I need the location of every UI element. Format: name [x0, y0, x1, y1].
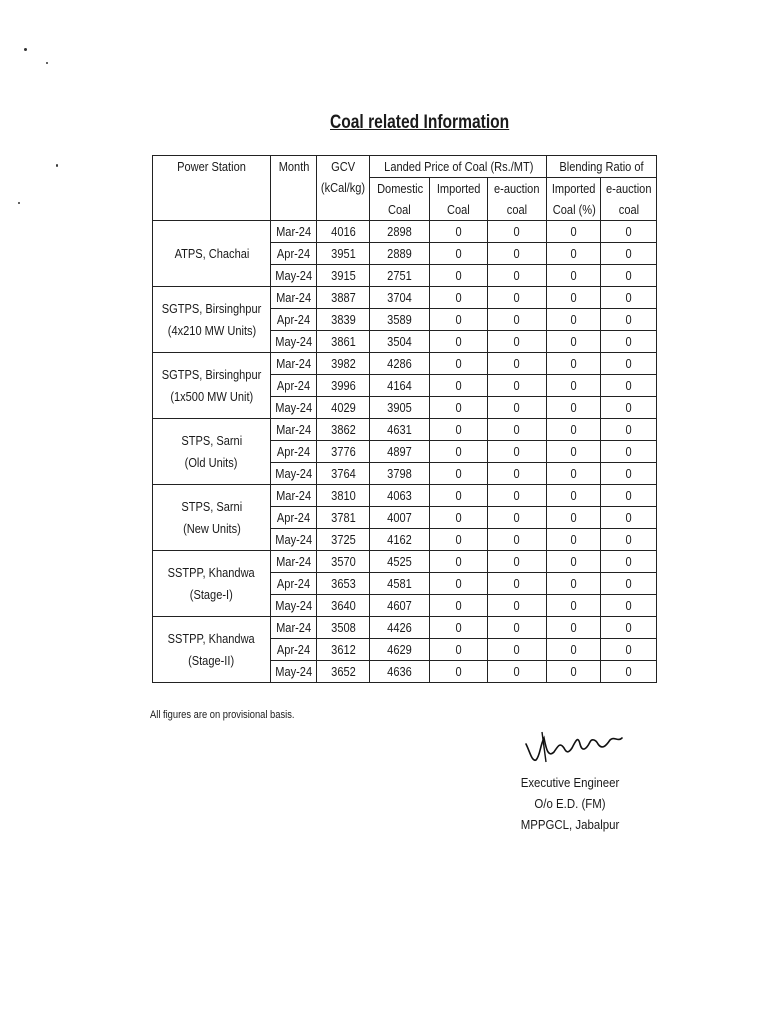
- table-row: [153, 287, 657, 309]
- month-cell: Mar-24: [271, 419, 317, 441]
- imported-cell: 0: [430, 419, 488, 441]
- eauction-cell: 0: [487, 397, 547, 419]
- blend-imported-cell: 0: [547, 419, 601, 441]
- header-eauction-coal: coal: [487, 199, 547, 221]
- station-name-line: STPS, Sarni: [181, 432, 242, 448]
- eauction-cell: 0: [487, 419, 547, 441]
- imported-cell: 0: [430, 265, 488, 287]
- blend-imported-cell: 0: [547, 397, 601, 419]
- eauction-cell: 0: [487, 617, 547, 639]
- month-cell: May-24: [271, 661, 317, 683]
- signoff-designation: Executive Engineer: [520, 775, 620, 790]
- blend-eauction-cell: 0: [601, 463, 657, 485]
- blend-eauction-cell: 0: [601, 661, 657, 683]
- blend-eauction-cell: 0: [601, 331, 657, 353]
- station-name-cell: [153, 551, 271, 617]
- scan-speck: [18, 202, 20, 204]
- eauction-cell: 0: [487, 243, 547, 265]
- imported-cell: 0: [430, 485, 488, 507]
- month-cell: Apr-24: [271, 309, 317, 331]
- blend-imported-cell: 0: [547, 353, 601, 375]
- header-power-station: Power Station: [153, 156, 271, 221]
- blend-eauction-cell: 0: [601, 309, 657, 331]
- blend-imported-cell: 0: [547, 221, 601, 243]
- station-name-cell: [153, 617, 271, 683]
- blend-imported-cell: 0: [547, 485, 601, 507]
- month-cell: May-24: [271, 463, 317, 485]
- imported-cell: 0: [430, 507, 488, 529]
- gcv-cell: 3725: [317, 529, 370, 551]
- station-name-line: (Stage-I): [190, 586, 234, 602]
- eauction-cell: 0: [487, 463, 547, 485]
- gcv-cell: 3781: [317, 507, 370, 529]
- domestic-cell: 4607: [370, 595, 430, 617]
- domestic-cell: 4286: [370, 353, 430, 375]
- gcv-cell: 3861: [317, 331, 370, 353]
- station-name-line: (Stage-II): [188, 652, 235, 668]
- domestic-cell: 3905: [370, 397, 430, 419]
- station-name-line: SSTPP, Khandwa: [168, 630, 256, 646]
- eauction-cell: 0: [487, 551, 547, 573]
- gcv-cell: 3996: [317, 375, 370, 397]
- station-name-line: SGTPS, Birsinghpur: [161, 366, 262, 382]
- header-domestic-coal: Coal: [370, 199, 430, 221]
- header-blend-eauction: e-auction: [601, 178, 657, 200]
- gcv-cell: 3862: [317, 419, 370, 441]
- page-title: Coal related Information: [330, 112, 510, 133]
- header-gcv: GCV (kCal/kg): [317, 156, 370, 221]
- imported-cell: 0: [430, 353, 488, 375]
- table-body: [153, 156, 657, 683]
- blend-imported-cell: 0: [547, 331, 601, 353]
- eauction-cell: 0: [487, 529, 547, 551]
- blend-imported-cell: 0: [547, 265, 601, 287]
- gcv-cell: 4016: [317, 221, 370, 243]
- eauction-cell: 0: [487, 441, 547, 463]
- eauction-cell: 0: [487, 595, 547, 617]
- signature-scribble-icon: [520, 722, 640, 770]
- imported-cell: 0: [430, 375, 488, 397]
- signoff-organization: MPPGCL, Jabalpur: [520, 817, 620, 832]
- blend-imported-cell: 0: [547, 595, 601, 617]
- blend-eauction-cell: 0: [601, 507, 657, 529]
- gcv-cell: 3982: [317, 353, 370, 375]
- imported-cell: 0: [430, 529, 488, 551]
- domestic-cell: 4426: [370, 617, 430, 639]
- blend-eauction-cell: 0: [601, 265, 657, 287]
- imported-cell: 0: [430, 639, 488, 661]
- imported-cell: 0: [430, 595, 488, 617]
- domestic-cell: 4007: [370, 507, 430, 529]
- domestic-cell: 3798: [370, 463, 430, 485]
- eauction-cell: 0: [487, 639, 547, 661]
- header-row: [153, 156, 657, 178]
- eauction-cell: 0: [487, 375, 547, 397]
- domestic-cell: 4629: [370, 639, 430, 661]
- header-domestic: Domestic: [370, 178, 430, 200]
- signoff-office: O/o E.D. (FM): [534, 796, 606, 811]
- eauction-cell: 0: [487, 309, 547, 331]
- gcv-cell: 3570: [317, 551, 370, 573]
- station-name-cell: [153, 485, 271, 551]
- header-imported: Imported: [430, 178, 488, 200]
- month-cell: May-24: [271, 331, 317, 353]
- imported-cell: 0: [430, 463, 488, 485]
- blend-eauction-cell: 0: [601, 441, 657, 463]
- domestic-cell: 4164: [370, 375, 430, 397]
- header-blend-imported: Imported: [547, 178, 601, 200]
- blend-imported-cell: 0: [547, 661, 601, 683]
- domestic-cell: 2898: [370, 221, 430, 243]
- eauction-cell: 0: [487, 221, 547, 243]
- header-blending-ratio: Blending Ratio of: [547, 156, 657, 178]
- imported-cell: 0: [430, 243, 488, 265]
- domestic-cell: 4631: [370, 419, 430, 441]
- month-cell: Apr-24: [271, 243, 317, 265]
- scan-speck: [24, 48, 27, 51]
- blend-eauction-cell: 0: [601, 243, 657, 265]
- domestic-cell: 4581: [370, 573, 430, 595]
- blend-eauction-cell: 0: [601, 617, 657, 639]
- blend-eauction-cell: 0: [601, 639, 657, 661]
- month-cell: Mar-24: [271, 617, 317, 639]
- domestic-cell: 2889: [370, 243, 430, 265]
- imported-cell: 0: [430, 397, 488, 419]
- station-name-line: (4x210 MW Units): [167, 322, 256, 338]
- imported-cell: 0: [430, 331, 488, 353]
- table-row: [153, 353, 657, 375]
- domestic-cell: 4897: [370, 441, 430, 463]
- domestic-cell: 3704: [370, 287, 430, 309]
- footnote: All figures are on provisional basis.: [150, 709, 295, 721]
- blend-eauction-cell: 0: [601, 287, 657, 309]
- domestic-cell: 4525: [370, 551, 430, 573]
- gcv-cell: 4029: [317, 397, 370, 419]
- gcv-cell: 3951: [317, 243, 370, 265]
- station-name-line: (Old Units): [185, 454, 238, 470]
- domestic-cell: 4162: [370, 529, 430, 551]
- gcv-cell: 3508: [317, 617, 370, 639]
- eauction-cell: 0: [487, 485, 547, 507]
- blend-imported-cell: 0: [547, 573, 601, 595]
- month-cell: May-24: [271, 595, 317, 617]
- gcv-cell: 3915: [317, 265, 370, 287]
- imported-cell: 0: [430, 441, 488, 463]
- header-blend-imported-coal: Coal (%): [547, 199, 601, 221]
- header-month: Month: [271, 156, 317, 221]
- imported-cell: 0: [430, 221, 488, 243]
- month-cell: Apr-24: [271, 639, 317, 661]
- domestic-cell: 4063: [370, 485, 430, 507]
- imported-cell: 0: [430, 551, 488, 573]
- imported-cell: 0: [430, 661, 488, 683]
- blend-eauction-cell: 0: [601, 595, 657, 617]
- month-cell: May-24: [271, 397, 317, 419]
- blend-eauction-cell: 0: [601, 353, 657, 375]
- gcv-cell: 3839: [317, 309, 370, 331]
- blend-eauction-cell: 0: [601, 529, 657, 551]
- gcv-cell: 3612: [317, 639, 370, 661]
- month-cell: May-24: [271, 265, 317, 287]
- header-landed-price: Landed Price of Coal (Rs./MT): [370, 156, 547, 178]
- month-cell: Apr-24: [271, 375, 317, 397]
- blend-imported-cell: 0: [547, 309, 601, 331]
- month-cell: Mar-24: [271, 287, 317, 309]
- gcv-cell: 3640: [317, 595, 370, 617]
- imported-cell: 0: [430, 287, 488, 309]
- eauction-cell: 0: [487, 331, 547, 353]
- header-imported-coal: Coal: [430, 199, 488, 221]
- blend-imported-cell: 0: [547, 243, 601, 265]
- station-name-cell: [153, 287, 271, 353]
- table-row: [153, 551, 657, 573]
- eauction-cell: 0: [487, 573, 547, 595]
- table-row: [153, 419, 657, 441]
- blend-imported-cell: 0: [547, 287, 601, 309]
- domestic-cell: 4636: [370, 661, 430, 683]
- blend-eauction-cell: 0: [601, 221, 657, 243]
- imported-cell: 0: [430, 309, 488, 331]
- station-name-line: SGTPS, Birsinghpur: [161, 300, 262, 316]
- eauction-cell: 0: [487, 507, 547, 529]
- station-name-line: SSTPP, Khandwa: [168, 564, 256, 580]
- month-cell: Mar-24: [271, 221, 317, 243]
- signature: [520, 722, 640, 770]
- gcv-cell: 3887: [317, 287, 370, 309]
- blend-eauction-cell: 0: [601, 551, 657, 573]
- table-row: [153, 485, 657, 507]
- blend-imported-cell: 0: [547, 441, 601, 463]
- table-row: [153, 617, 657, 639]
- month-cell: Mar-24: [271, 353, 317, 375]
- eauction-cell: 0: [487, 661, 547, 683]
- station-name-cell: [153, 353, 271, 419]
- eauction-cell: 0: [487, 265, 547, 287]
- gcv-cell: 3764: [317, 463, 370, 485]
- gcv-cell: 3652: [317, 661, 370, 683]
- blend-imported-cell: 0: [547, 463, 601, 485]
- domestic-cell: 2751: [370, 265, 430, 287]
- gcv-cell: 3810: [317, 485, 370, 507]
- blend-eauction-cell: 0: [601, 397, 657, 419]
- blend-imported-cell: 0: [547, 617, 601, 639]
- station-name-cell: [153, 221, 271, 287]
- domestic-cell: 3589: [370, 309, 430, 331]
- table-row: [153, 221, 657, 243]
- blend-imported-cell: 0: [547, 375, 601, 397]
- blend-eauction-cell: 0: [601, 375, 657, 397]
- blend-imported-cell: 0: [547, 507, 601, 529]
- month-cell: Mar-24: [271, 485, 317, 507]
- gcv-cell: 3653: [317, 573, 370, 595]
- scan-speck: [56, 164, 58, 167]
- blend-eauction-cell: 0: [601, 485, 657, 507]
- eauction-cell: 0: [487, 353, 547, 375]
- header-blend-eauction-coal: coal: [601, 199, 657, 221]
- signoff-block: [500, 772, 640, 835]
- gcv-cell: 3776: [317, 441, 370, 463]
- station-name-line: ATPS, Chachai: [174, 245, 249, 261]
- station-name-line: (New Units): [182, 520, 241, 536]
- blend-imported-cell: 0: [547, 551, 601, 573]
- station-name-line: (1x500 MW Unit): [170, 388, 253, 404]
- eauction-cell: 0: [487, 287, 547, 309]
- imported-cell: 0: [430, 573, 488, 595]
- coal-info-table: [152, 155, 657, 683]
- month-cell: Apr-24: [271, 507, 317, 529]
- blend-eauction-cell: 0: [601, 419, 657, 441]
- header-eauction: e-auction: [487, 178, 547, 200]
- blend-eauction-cell: 0: [601, 573, 657, 595]
- blend-imported-cell: 0: [547, 529, 601, 551]
- blend-imported-cell: 0: [547, 639, 601, 661]
- station-name-line: STPS, Sarni: [181, 498, 242, 514]
- imported-cell: 0: [430, 617, 488, 639]
- station-name-cell: [153, 419, 271, 485]
- month-cell: Mar-24: [271, 551, 317, 573]
- month-cell: Apr-24: [271, 573, 317, 595]
- month-cell: May-24: [271, 529, 317, 551]
- domestic-cell: 3504: [370, 331, 430, 353]
- scan-speck: [46, 62, 48, 64]
- month-cell: Apr-24: [271, 441, 317, 463]
